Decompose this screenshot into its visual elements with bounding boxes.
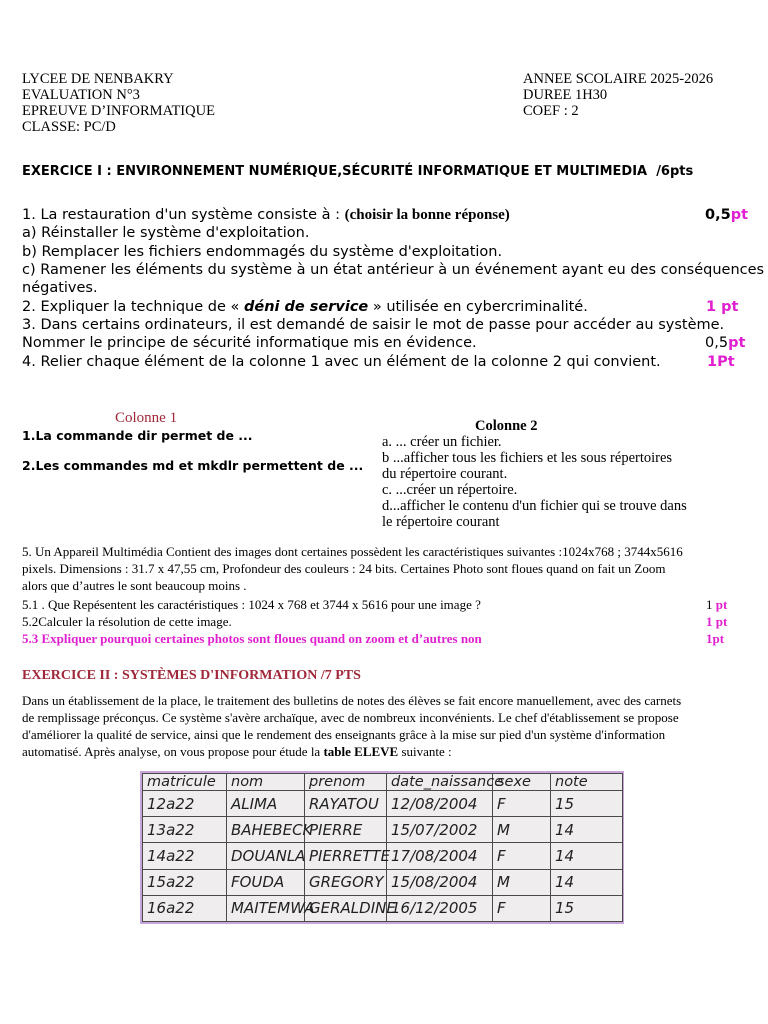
question-2-term: déni de service — [243, 299, 369, 315]
table-cell: 12a22 — [143, 791, 227, 817]
option-c: c) Ramener les éléments du système à un état antérieur à un événement ayant eu des conséquences — [22, 262, 765, 278]
table-header-row — [143, 774, 623, 791]
column-2-item-d: d...afficher le contenu d'un fichier qui se trouve dans — [382, 498, 687, 514]
table-cell: PIERRETTE — [305, 843, 387, 869]
question-5-2-points: 1 pt — [706, 614, 728, 629]
table-cell: PIERRE — [305, 817, 387, 843]
table-row — [143, 791, 623, 817]
column-2-item-b-continued: du répertoire courant. — [382, 466, 508, 482]
column-header: note — [551, 774, 623, 791]
column-2-list — [382, 434, 687, 530]
exercise-2-paragraph: Dans un établissement de la place, le traitement des bulletins de notes des élèves se fait encore manuellement, avec des carnets de remplissage préconçus. Ce système s'avère archaïque, avec de nombreux inconvénients. Le chef d'établissement se propose d'améliorer la qualité de service, ainsi que le rendement des enseignants grâce à la mise sur pied d'un système d'information automatisé. Après analyse, on vous propose pour étude la table ELEVE suivante : — [22, 693, 682, 759]
table-cell: 17/08/2004 — [387, 843, 493, 869]
table-cell: 15/07/2002 — [387, 817, 493, 843]
table-cell: GREGORY — [305, 869, 387, 895]
table-cell: 15a22 — [143, 869, 227, 895]
column-header: matricule — [143, 774, 227, 791]
question-2: 2. Expliquer la technique de « déni de service » utilisée en cybercriminalité. — [22, 299, 588, 315]
eleve-table — [142, 773, 623, 922]
table-cell: 13a22 — [143, 817, 227, 843]
exercise-1-title: EXERCICE I : ENVIRONNEMENT NUMÉRIQUE,SÉCURITÉ INFORMATIQUE ET MULTIMEDIA /6pts — [22, 164, 694, 179]
question-4: 4. Relier chaque élément de la colonne 1 avec un élément de la colonne 2 qui convient. — [22, 354, 661, 370]
column-2-title: Colonne 2 — [475, 418, 538, 434]
question-3-points: 0,5pt — [705, 335, 746, 351]
column-header: date_naissance — [387, 774, 493, 791]
table-row — [143, 817, 623, 843]
table-cell: DOUANLA — [227, 843, 305, 869]
table-cell: 14 — [551, 843, 623, 869]
question-5-3-points: 1pt — [706, 631, 725, 646]
question-2-points: 1 pt — [706, 299, 739, 315]
table-cell: 15 — [551, 895, 623, 921]
table-cell: 16a22 — [143, 895, 227, 921]
exercise-2-title: EXERCICE II : SYSTÈMES D'INFORMATION /7 PTS — [22, 668, 361, 683]
table-row — [143, 895, 623, 921]
question-3: 3. Dans certains ordinateurs, il est demandé de saisir le mot de passe pour accéder au système. — [22, 317, 725, 333]
column-2-item-c: c. ...créer un répertoire. — [382, 482, 518, 498]
table-cell: F — [493, 843, 551, 869]
column-1-item-2: 2.Les commandes md et mkdlr permettent de ... — [22, 458, 364, 473]
table-cell: GERALDINE — [305, 895, 387, 921]
table-cell: 15/08/2004 — [387, 869, 493, 895]
table-name: table ELEVE — [323, 744, 399, 759]
question-3-continued: Nommer le principe de sécurité informatique mis en évidence. — [22, 335, 477, 351]
class-name: CLASSE: PC/D — [22, 119, 116, 135]
table-cell: RAYATOU — [305, 791, 387, 817]
table-cell: 14 — [551, 869, 623, 895]
table-cell: ALIMA — [227, 791, 305, 817]
eleve-table-image — [140, 771, 624, 924]
table-cell: 16/12/2005 — [387, 895, 493, 921]
table-cell: BAHEBECK — [227, 817, 305, 843]
header-right — [523, 71, 713, 119]
table-cell: F — [493, 791, 551, 817]
school-year: ANNEE SCOLAIRE 2025-2026 — [523, 71, 714, 87]
table-cell: MAITEMWA — [227, 895, 305, 921]
question-5-1-points: 1 pt — [706, 597, 728, 612]
table-cell: FOUDA — [227, 869, 305, 895]
question-1: 1. La restauration d'un système consiste à : (choisir la bonne réponse) — [22, 207, 510, 223]
column-header: prenom — [305, 774, 387, 791]
table-cell: F — [493, 895, 551, 921]
option-b: b) Remplacer les fichiers endommagés du système d'exploitation. — [22, 244, 503, 260]
table-cell: 14a22 — [143, 843, 227, 869]
header-left — [22, 71, 215, 135]
table-cell: 14 — [551, 817, 623, 843]
duration: DUREE 1H30 — [523, 87, 608, 103]
option-a: a) Réinstaller le système d'exploitation. — [22, 225, 310, 241]
column-1-title: Colonne 1 — [115, 410, 178, 426]
table-cell: 15 — [551, 791, 623, 817]
question-1-hint: (choisir la bonne réponse) — [344, 207, 510, 223]
exam-subject: EPREUVE D’INFORMATIQUE — [22, 103, 215, 119]
table-row — [143, 843, 623, 869]
table-row — [143, 869, 623, 895]
column-header: nom — [227, 774, 305, 791]
option-c-continued: négatives. — [22, 280, 98, 296]
table-cell: M — [493, 869, 551, 895]
column-2-item-d-continued: le répertoire courant — [382, 514, 500, 530]
question-5: 5. Un Appareil Multimédia Contient des images dont certaines possèdent les caractéristiques suivantes :1024x768 ; 3744x5616 pixels. Dimensions : 31.7 x 47,55 cm, Profondeur des couleurs : 24 bits. Certaines Photo sont floues quand on fait un Zoom alors que d’autres le sont beaucoup moins . — [22, 544, 683, 593]
exercise-1-points: /6pts — [656, 164, 694, 179]
question-5-3: 5.3 Expliquer pourquoi certaines photos sont floues quand on zoom et d’autres non — [22, 631, 482, 646]
table-cell: M — [493, 817, 551, 843]
column-1-item-1: 1.La commande dir permet de ... — [22, 428, 253, 443]
coefficient: COEF : 2 — [523, 103, 579, 119]
table-cell: 12/08/2004 — [387, 791, 493, 817]
question-5-1: 5.1 . Que Repésentent les caractéristiques : 1024 x 768 et 3744 x 5616 pour une image ? — [22, 597, 481, 612]
column-2-item-a: a. ... créer un fichier. — [382, 434, 502, 450]
evaluation-number: EVALUATION N°3 — [22, 87, 140, 103]
question-4-points: 1Pt — [707, 354, 735, 370]
question-5-2: 5.2Calculer la résolution de cette image. — [22, 614, 232, 629]
school-name: LYCEE DE NENBAKRY — [22, 71, 174, 87]
question-1-points: 0,5pt — [705, 207, 748, 223]
column-header: sexe — [493, 774, 551, 791]
column-2-item-b: b ...afficher tous les fichiers et les sous répertoires — [382, 450, 673, 466]
